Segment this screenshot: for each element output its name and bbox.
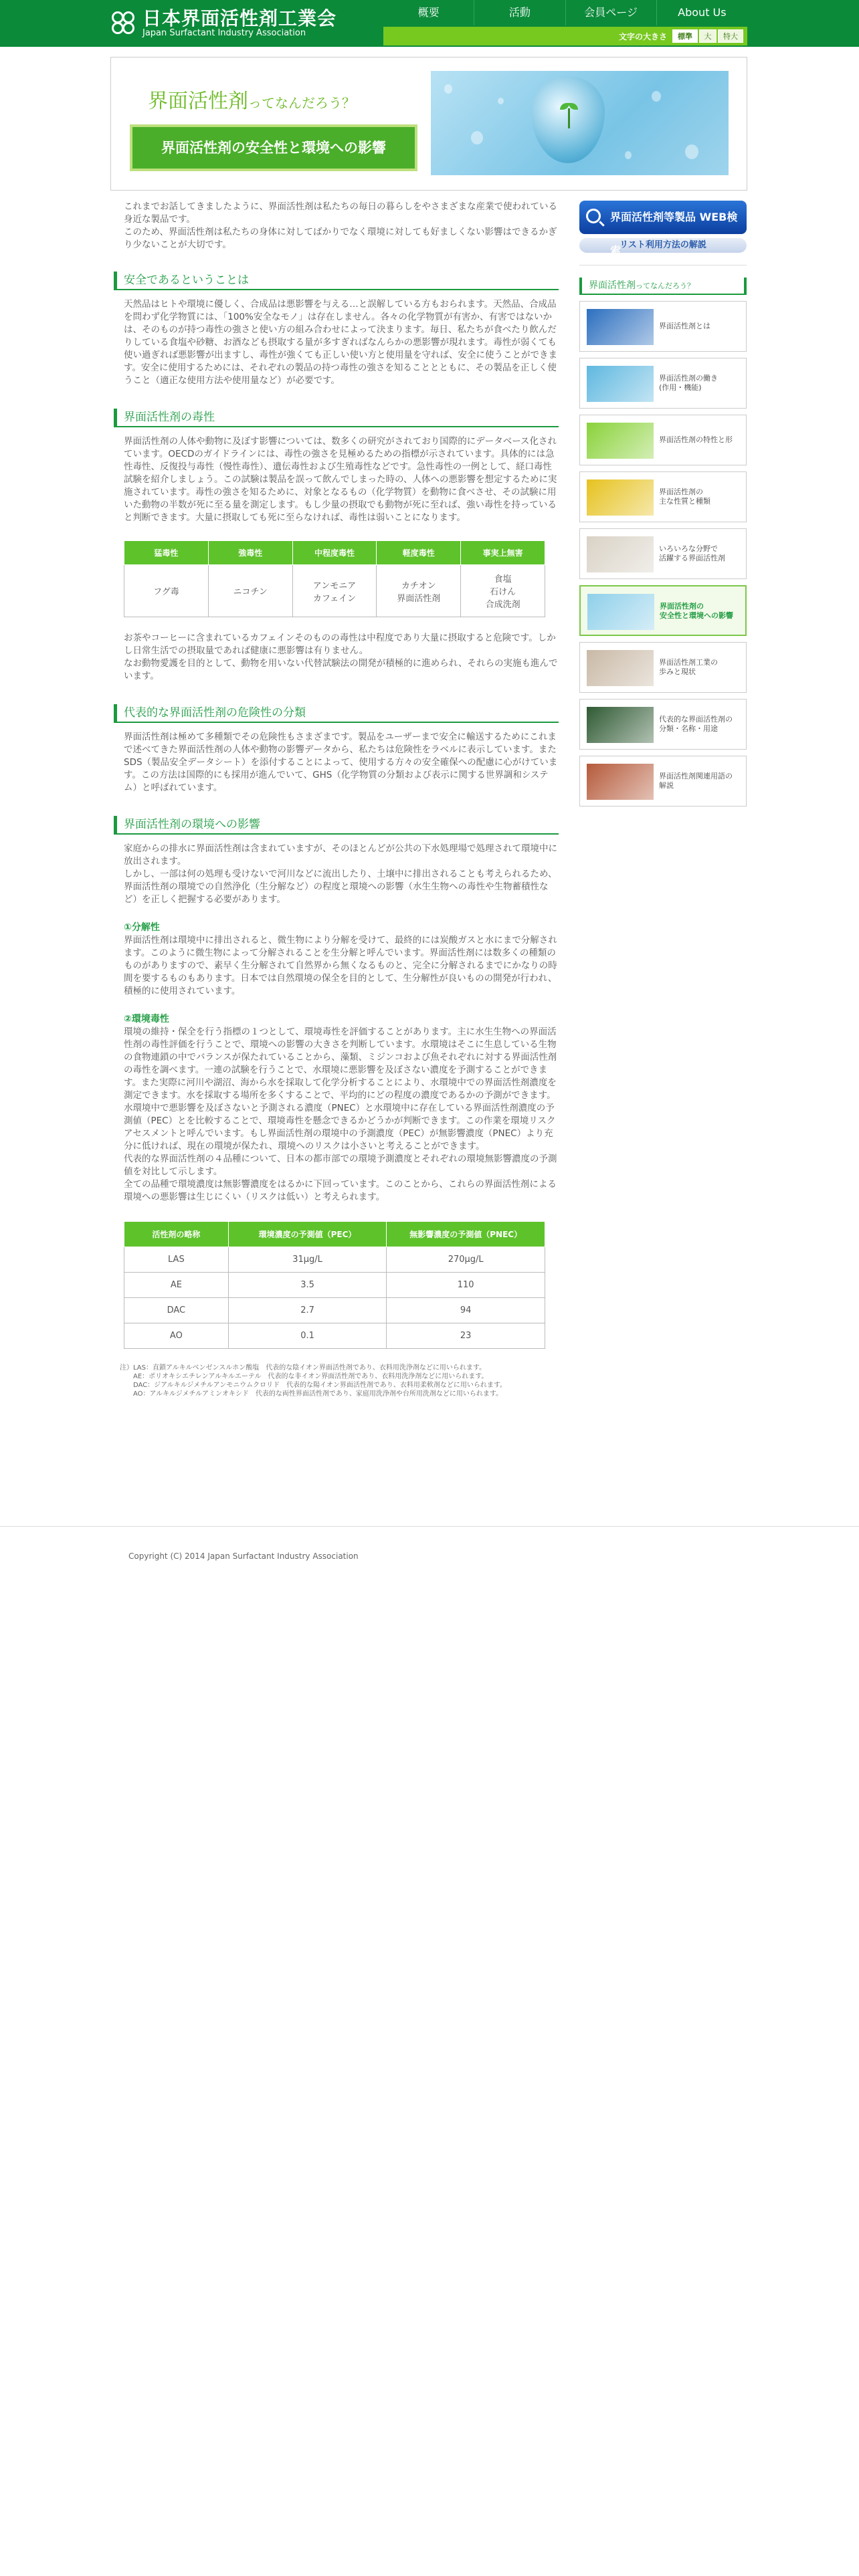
sidebar-item-label: 界面活性剤関連用語の 解説	[659, 772, 733, 790]
table-row	[124, 1273, 545, 1298]
table-row	[124, 1247, 545, 1273]
sidebar-item[interactable]	[579, 756, 747, 807]
sidebar	[579, 201, 747, 807]
note-line: DAC：ジアルキルジメチルアンモニウムクロリド 代表的な陽イオン界面活性剤であり、衣料用柔軟剤などに用いられます。	[133, 1382, 507, 1389]
section-text: なお動物愛護を目的として、動物を用いない代替試験法の開発が積極的に進められ、それらの実施も進んでいます。	[124, 658, 558, 681]
sidebar-heading-suffix: ってなんだろう？	[636, 282, 694, 290]
section-text: 家庭からの排水に界面活性剤は含まれていますが、そのほとんどが公共の下水処理場で処理されて環境中に放出されます。	[124, 843, 557, 867]
cell-line: アンモニア	[312, 580, 357, 591]
toxicity-header: 軽度毒性	[377, 541, 461, 565]
env-cell: 31μg/L	[228, 1247, 387, 1273]
toxicity-header: 猛毒性	[124, 541, 209, 565]
hero-banner: 界面活性剤の安全性と環境への影響	[130, 124, 417, 171]
intro-paragraph: これまでお話してきましたように、界面活性剤は私たちの毎日の暮らしをやさまざまな産業で使われている身近な製品です。	[124, 201, 557, 225]
toxicity-cell	[208, 565, 292, 617]
toxicity-table	[124, 540, 545, 617]
section-heading: 安全であるということは	[114, 272, 559, 290]
hero	[110, 57, 747, 191]
env-cell: 270μg/L	[387, 1247, 545, 1273]
sidebar-item-thumbnail	[587, 536, 654, 572]
font-size-xlarge-button[interactable]: 特大	[718, 29, 743, 43]
nav-about-us[interactable]: About Us	[656, 0, 747, 25]
subsection-heading: ②環境毒性	[124, 1014, 169, 1025]
copyright: Copyright (C) 2014 Japan Surfactant Industry Association	[128, 1551, 359, 1561]
cell-line: 合成洗剤	[485, 600, 520, 610]
env-cell: 23	[387, 1323, 545, 1349]
toxicity-header: 事実上無害	[461, 541, 545, 565]
section-heading: 代表的な界面活性剤の危険性の分類	[114, 704, 559, 723]
sidebar-item-label: 界面活性剤の特性と形	[659, 435, 733, 444]
hero-title-suffix: ってなんだろう？	[248, 95, 355, 111]
sidebar-item-thumbnail	[587, 309, 654, 345]
env-header: 環境濃度の予測値（PEC）	[228, 1222, 387, 1247]
sidebar-item[interactable]	[579, 358, 747, 409]
env-cell: 0.1	[228, 1323, 387, 1349]
cell-line: 界面活性剤	[397, 593, 441, 604]
sidebar-item[interactable]	[579, 585, 747, 636]
table-notes	[120, 1364, 559, 1398]
env-cell: AE	[124, 1273, 229, 1298]
sidebar-item-thumbnail	[587, 764, 654, 800]
sidebar-item[interactable]	[579, 415, 747, 465]
sidebar-item-thumbnail	[587, 594, 654, 630]
table-row	[124, 1298, 545, 1323]
sidebar-heading-main: 界面活性剤	[589, 280, 636, 291]
cell-line: カチオン	[401, 580, 436, 591]
nav-members[interactable]: 会員ページ	[565, 0, 656, 25]
env-cell: AO	[124, 1323, 229, 1349]
nav-overview[interactable]: 概要	[417, 6, 440, 19]
logo-mark-icon	[110, 10, 137, 37]
env-cell: DAC	[124, 1298, 229, 1323]
env-cell: LAS	[124, 1247, 229, 1273]
main-content	[120, 201, 559, 1398]
section-text: 界面活性剤の人体や動物に及ぼす影響については、数多くの研究がされており国際的にデータベース化されています。OECDのガイドラインには、毒性の強さを見極めるための指標が示されています。具体的には急性毒性、反復投与毒性（慢性毒性）、遺伝毒性および生殖毒性などです。急性毒性の一例として、経口毒性試験を紹介しましょう。この試験は製品を誤って飲んでしまった時の、人体への悪影響を想定するために実施されています。毒性の強さを知るために、対象となるもの（化学物質）を動物に食べさせ、その試験に用いた動物の半数が死に至る量を測定します。もし少量の摂取でも動物が死に至れば、強い毒性を持っていると判断できます。大量に摂取しても死に至らなければ、毒性は弱いことになります。	[124, 436, 557, 523]
sidebar-item-label: 界面活性剤とは	[659, 322, 710, 330]
water-drop-image	[431, 71, 729, 175]
env-header: 活性剤の略称	[124, 1222, 229, 1247]
cell-line: カフェイン	[312, 593, 357, 604]
sprout-icon	[560, 103, 577, 130]
toxicity-cell	[377, 565, 461, 617]
toxicity-header: 強毒性	[208, 541, 292, 565]
section-heading: 界面活性剤の環境への影響	[114, 816, 559, 835]
section-text: しかし、一部は何の処理も受けないで河川などに流出したり、土壌中に排出されることも考えられるため、界面活性剤の環境での自然浄化（生分解など）の程度と環境への影響（水生生物への毒性や生物蓄積性など）を正しく把握する必要があります。	[124, 869, 557, 905]
sidebar-item-thumbnail	[587, 479, 654, 516]
sidebar-item-label: いろいろな分野で 活躍する界面活性剤	[659, 544, 725, 562]
cell-line: 食塩	[494, 574, 512, 584]
cell-line: フグ毒	[153, 587, 179, 597]
cell-line: 石けん	[490, 587, 516, 597]
toxicity-header: 中程度毒性	[292, 541, 377, 565]
section-text: 環境の維持・保全を行う指標の１つとして、環境毒性を評価することがあります。主に水生生物への界面活性剤の毒性評価を行うことで、環境への影響の大きさを判断しています。水環境はそこに生息している生物の食物連鎖の中でバランスが保たれていることから、藻類、ミジンコおよび魚それぞれに対する界面活性剤の毒性を調べます。一連の試験を行うことで、水環境に悪影響を及ぼさない濃度を予測することができます。また実際に河川や湖沼、海から水を採取して化学分析することにより、水環境中での界面活性剤濃度を測定できます。水を採取する場所を多くすることで、平均的にどの程度の濃度であるかの予測ができます。水環境中で悪影響を及ぼさないと予測される濃度（PNEC）と水環境中に存在している界面活性剤濃度の予測値（PEC）とを比較することで、環境毒性を懸念できるかどうかが判断できます。この作業を環境リスクアセスメントと呼んでいます。もし界面活性剤の環境中の予測濃度（PEC）が無影響濃度（PNEC）より充分に低ければ、現在の環境が保たれ、環境へのリスクは小さいと考えることができます。	[124, 1027, 557, 1152]
env-cell: 2.7	[228, 1298, 387, 1323]
section-text: 全ての品種で環境濃度は無影響濃度をはるかに下回っています。このことから、これらの界面活性剤による環境への悪影響は生じにくい（リスクは低い）と考えられます。	[124, 1179, 557, 1202]
site-header	[0, 0, 859, 47]
font-size-normal-button[interactable]: 標準	[672, 29, 698, 43]
env-header: 無影響濃度の予測値（PNEC）	[387, 1222, 545, 1247]
footer-divider	[0, 1526, 859, 1527]
sidebar-item-thumbnail	[587, 366, 654, 402]
font-size-label: 文字の大きさ	[619, 32, 668, 41]
note-line: AO：アルキルジメチルアミンオキシド 代表的な両性界面活性剤であり、家庭用洗浄剤や台所用洗剤などに用いられます。	[133, 1390, 503, 1398]
sidebar-item-label: 界面活性剤工業の 歩みと現状	[659, 658, 718, 676]
sidebar-item-label: 界面活性剤の働き (作用・機能)	[659, 374, 718, 392]
font-size-large-button[interactable]: 大	[699, 29, 717, 43]
toxicity-cell	[124, 565, 209, 617]
env-cell: 94	[387, 1298, 545, 1323]
sidebar-item-thumbnail	[587, 650, 654, 686]
sidebar-item[interactable]	[579, 642, 747, 693]
search-icon	[586, 209, 601, 223]
nav-activities[interactable]: 活動	[474, 0, 565, 25]
site-logo[interactable]	[110, 8, 337, 39]
toxicity-cell	[461, 565, 545, 617]
sidebar-item[interactable]	[579, 301, 747, 352]
sidebar-item-thumbnail	[587, 423, 654, 459]
toxicity-cell	[292, 565, 377, 617]
env-cell: 110	[387, 1273, 545, 1298]
sidebar-menu	[579, 301, 747, 807]
cell-line: ニコチン	[233, 587, 268, 597]
sidebar-item-thumbnail	[587, 707, 654, 743]
logo-text-en: Japan Surfactant Industry Association	[142, 28, 306, 38]
sidebar-heading	[579, 278, 747, 295]
hero-title	[148, 84, 355, 114]
env-cell: 3.5	[228, 1273, 387, 1298]
environment-table	[124, 1221, 545, 1349]
sidebar-item-label: 界面活性剤の 安全性と環境への影響	[660, 602, 733, 620]
note-line: AE：ポリオキシエチレンアルキルエーテル 代表的な非イオン界面活性剤であり、衣料用洗浄剤などに用いられます。	[133, 1373, 488, 1380]
section-text: 界面活性剤は環境中に排出されると、微生物により分解を受けて、最終的には炭酸ガスと水にまで分解されます。このように微生物によって分解されることを生分解と呼んでいます。界面活性剤には数多くの種類のものがありますので、素早く生分解されて自然界から無くなるものと、完全に分解されるまでにかなりの時間を要するものもあります。日本では自然環境の保全を目的として、生分解性が良いものの開発が行われ、積極的に使用されています。	[124, 935, 557, 996]
note-line: 注）LAS：直鎖アルキルベンゼンスルホン酸塩 代表的な陰イオン界面活性剤であり、衣料用洗浄剤などに用いられます。	[120, 1364, 486, 1372]
sidebar-item[interactable]	[579, 699, 747, 750]
section-heading: 界面活性剤の毒性	[114, 409, 559, 427]
sidebar-item[interactable]	[579, 471, 747, 522]
logo-text-ja: 日本界面活性剤工業会	[142, 7, 337, 29]
subsection-heading: ①分解性	[124, 922, 160, 933]
section-text: お茶やコーヒーに含まれているカフェインそのものの毒性は中程度であり大量に摂取すると危険です。しかし日常生活での摂取量であれば健康に悪影響は有りません。	[124, 633, 556, 656]
intro-paragraph: このため、界面活性剤は私たちの身体に対してばかりでなく環境に対しても好ましくない影響はできるかぎり少ないことが大切です。	[124, 227, 557, 250]
global-nav	[383, 0, 747, 25]
font-size-bar	[383, 27, 747, 45]
list-help-button[interactable]: リスト利用方法の解説	[579, 238, 747, 253]
hero-title-main: 界面活性剤	[148, 90, 248, 113]
section-text: 天然品はヒトや環境に優しく、合成品は悪影響を与える…と誤解している方もおられます。天然品、合成品を問わず化学物質には、「100%安全なモノ」は存在しません。各々の化学物質が有害か、有害ではないかは、そのものが持つ毒性の強さと使い方の組み合わせによって決まります。毎日、私たちが食べたり飲んだりしている食塩や砂糖、お酒なども摂取する量が多すぎればなんらかの悪影響が現れます。毒性が弱くても使い過ぎれば悪影響が出ますし、毒性が強くても正しい使い方と使用量を守れば、安全に使うことができます。安全に使用するためには、それぞれの製品の持つ毒性の強さを知ることとともに、その製品を正しく使うこと（適正な使用方法や使用量など）が必要です。	[124, 299, 557, 386]
table-row	[124, 1323, 545, 1349]
sidebar-item-label: 界面活性剤の 主な性質と種類	[659, 488, 710, 506]
sidebar-item[interactable]	[579, 528, 747, 579]
section-text: 界面活性剤は極めて多種類でその危険性もさまざまです。製品をユーザーまで安全に輸送するためにこれまで述べてきた界面活性剤の人体や動物の影響データから、私たちは危険性をラベルに表示しています。またSDS（製品安全データシート）を添付することによって、使用する方々の安全確保への配慮に心がけています。この方法は国際的にも採用が進んでいて、GHS（化学物質の分類および表示に関する世界調和システム）と呼ばれています。	[124, 732, 558, 793]
sidebar-item-label: 代表的な界面活性剤の 分類・名称・用途	[659, 715, 733, 733]
web-search-label: 界面活性剤等製品 WEB検索	[610, 211, 738, 257]
section-text: 代表的な界面活性剤の４品種について、日本の都市部での環境予測濃度とそれぞれの環境無影響濃度の予測値を対比して示します。	[124, 1154, 557, 1177]
